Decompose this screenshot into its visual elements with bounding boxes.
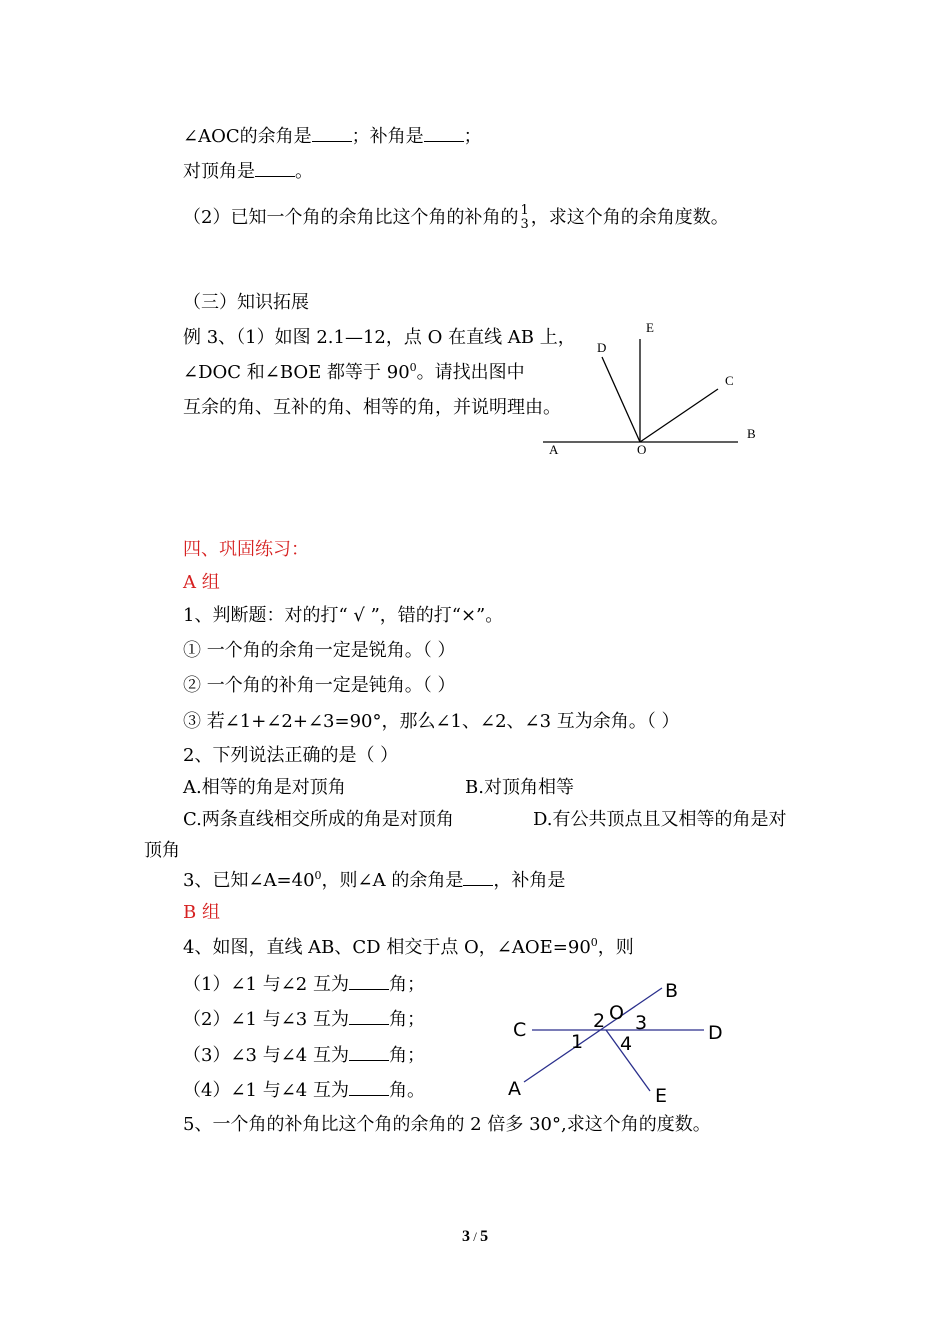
label-angle-1: 1 (571, 1031, 584, 1053)
current-page: 3 (461, 1228, 470, 1245)
total-pages: 5 (480, 1228, 489, 1245)
label-angle-4: 4 (620, 1033, 633, 1055)
label-b: B (665, 980, 679, 1002)
answer-blank[interactable] (424, 125, 464, 142)
label-e: E (655, 1085, 668, 1107)
label-angle-3: 3 (635, 1012, 648, 1034)
q4-text: 角。 (388, 1080, 425, 1101)
q4-item-1 (183, 973, 425, 996)
answer-blank[interactable] (312, 125, 352, 142)
q-complement-a (183, 869, 565, 892)
label-c: C (513, 1019, 527, 1041)
practice-heading: 四、巩固练习： (183, 539, 309, 560)
label-a: A (508, 1078, 521, 1100)
q1-text: （2）已知一个角的余角比这个角的补角的 (183, 207, 519, 228)
q3-text: ，则∠A 的余角是 (321, 870, 464, 891)
superscript: 0 (590, 936, 598, 949)
answer-blank[interactable] (255, 160, 295, 177)
superscript: 0 (409, 361, 417, 374)
line-ab (524, 988, 662, 1082)
ray-oc (640, 389, 718, 442)
answer-blank[interactable] (349, 1079, 389, 1096)
ray-od (602, 357, 640, 442)
q-five: 5、一个角的补角比这个角的余角的 2 倍多 30°,求这个角的度数。 (183, 1114, 711, 1135)
q-choice-stem: 2、下列说法正确的是（ ） (183, 745, 399, 766)
q4-text: ，则 (597, 937, 634, 958)
ext-heading: （三）知识拓展 (183, 292, 309, 313)
q4-text: 角； (388, 974, 425, 995)
q1-text: ∠AOC的余角是 (183, 126, 312, 147)
q3-text: ，补角是 (493, 870, 566, 891)
ex3-text: 。请找出图中 (416, 362, 525, 383)
q-choice-d: D.有公共顶点且又相等的角是对 (533, 809, 787, 830)
q1-text: ； (463, 126, 482, 147)
q4-text: 角； (388, 1045, 425, 1066)
page-separator: / (469, 1229, 481, 1244)
q1-line1 (183, 125, 482, 148)
figure-intersecting-lines (500, 975, 740, 1110)
answer-blank[interactable] (349, 973, 389, 990)
q1-text: ，求这个角的余角度数。 (530, 207, 729, 228)
label-d: D (708, 1022, 723, 1044)
q3-text: 3、已知∠A=40 (183, 870, 315, 891)
q1-text: 。 (295, 161, 313, 182)
q4-item-4 (183, 1079, 425, 1102)
answer-blank[interactable] (463, 869, 493, 886)
group-a-label: A 组 (183, 572, 220, 593)
q4-item-2 (183, 1008, 425, 1031)
answer-blank[interactable] (349, 1044, 389, 1061)
superscript: 0 (314, 869, 322, 882)
q4-text: （4）∠1 与∠4 互为 (183, 1080, 349, 1101)
label-d: D (597, 340, 607, 355)
ex3-line1: 例 3、（1）如图 2.1—12，点 O 在直线 AB 上， (183, 327, 576, 348)
q4-text: 角； (388, 1009, 425, 1030)
q-judge-item-1: ① 一个角的余角一定是锐角。（ ） (183, 640, 456, 661)
q-choice-c: C.两条直线相交所成的角是对顶角 (183, 809, 454, 830)
group-b-label: B 组 (183, 902, 220, 923)
q4-text: （2）∠1 与∠3 互为 (183, 1009, 349, 1030)
q4-text: （1）∠1 与∠2 互为 (183, 974, 349, 995)
label-o: O (609, 1002, 624, 1024)
q-choice-a: A.相等的角是对顶角 (183, 777, 346, 798)
answer-blank[interactable] (349, 1008, 389, 1025)
q-judge-item-2: ② 一个角的补角一定是钝角。（ ） (183, 675, 456, 696)
figure-angles-aob (530, 315, 770, 465)
ex3-line2 (183, 362, 525, 384)
label-c: C (725, 373, 734, 388)
label-o: O (637, 442, 647, 457)
label-a: A (549, 442, 559, 457)
label-e: E (646, 320, 654, 335)
q1-part2 (183, 204, 729, 232)
q1-text: 对顶角是 (183, 161, 255, 182)
fraction-one-third (520, 204, 528, 232)
ex3-text: ∠DOC 和∠BOE 都等于 90 (183, 362, 410, 383)
q-judge-item-3: ③ 若∠1+∠2+∠3=90°，那么∠1、∠2、∠3 互为余角。（ ） (183, 711, 680, 732)
frac-den: 3 (520, 217, 529, 232)
q1-text: ；补角是 (351, 126, 424, 147)
q-figure-stem (183, 937, 634, 959)
q-choice-b: B.对顶角相等 (465, 777, 574, 798)
label-b: B (747, 426, 756, 441)
q4-text: （3）∠3 与∠4 互为 (183, 1045, 349, 1066)
frac-num: 1 (520, 203, 529, 218)
q-choice-d-cont: 顶角 (144, 840, 180, 861)
q1-line2 (183, 160, 313, 183)
q4-text: 4、如图，直线 AB、CD 相交于点 O，∠AOE=90 (183, 937, 591, 958)
page-number (0, 1228, 950, 1246)
ex3-line3: 互余的角、互补的角、相等的角，并说明理由。 (183, 397, 561, 418)
q4-item-3 (183, 1044, 425, 1067)
label-angle-2: 2 (593, 1010, 606, 1032)
q-judge-stem: 1、判断题：对的打“ √ ”，错的打“×”。 (183, 605, 504, 626)
